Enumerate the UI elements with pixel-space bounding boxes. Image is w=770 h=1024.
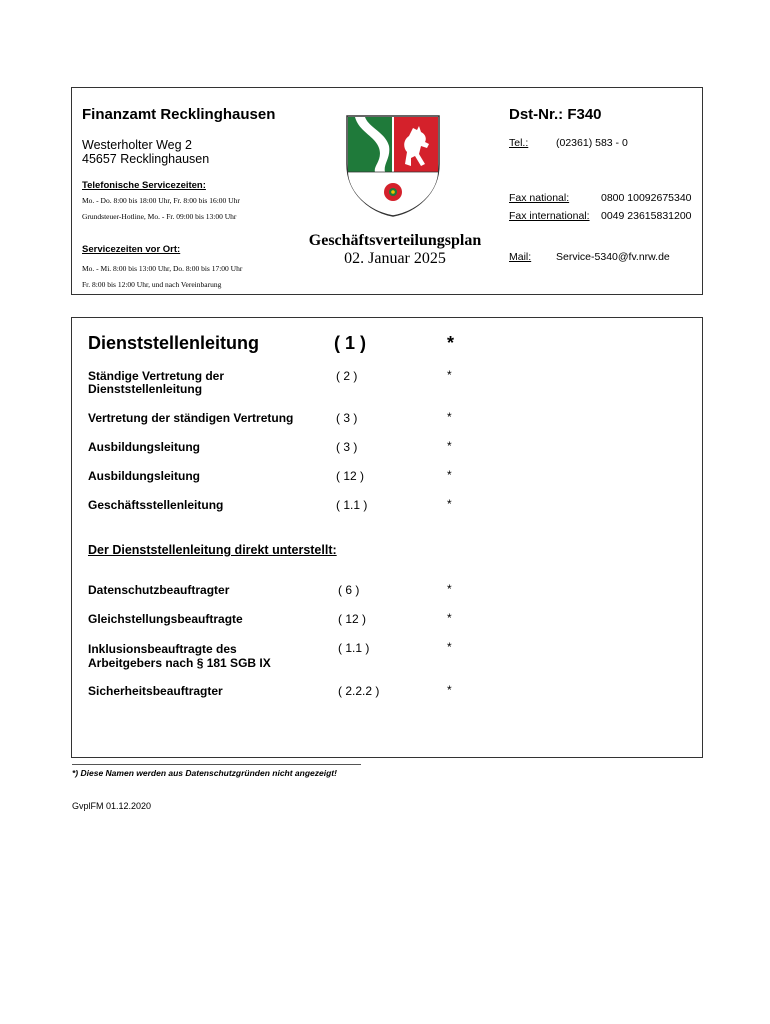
nrw-coat-of-arms-icon — [345, 114, 441, 218]
row2-3-label1: Inklusionsbeauftragte des — [88, 642, 237, 656]
row2-4-star: * — [447, 683, 452, 697]
row-5-star: * — [447, 497, 452, 511]
row-3-label: Ausbildungsleitung — [88, 440, 200, 454]
onsite-hours-1: Mo. - Mi. 8:00 bis 13:00 Uhr, Do. 8:00 bis 17:00 Uhr — [82, 264, 243, 273]
row-1-label2: Dienststellenleitung — [88, 382, 203, 396]
row-4-label: Ausbildungsleitung — [88, 469, 200, 483]
row-2-star: * — [447, 410, 452, 424]
address-line1: Westerholter Weg 2 — [82, 138, 193, 152]
row-1-star: * — [447, 368, 452, 382]
row-1-num: ( 2 ) — [336, 369, 358, 383]
fax-national-value: 0800 10092675340 — [601, 192, 692, 204]
head-num: ( 1 ) — [334, 333, 367, 353]
footnote: *) Diese Namen werden aus Datenschutzgründen nicht angezeigt! — [72, 768, 337, 778]
row-4-star: * — [447, 468, 452, 482]
row-2-label: Vertretung der ständigen Vertretung — [88, 411, 294, 425]
row2-2-label: Gleichstellungsbeauftragte — [88, 612, 243, 626]
subordinate-heading: Der Dienststellenleitung direkt unterstellt: — [88, 543, 337, 557]
head-label: Dienststellenleitung — [88, 333, 260, 353]
tel-label: Tel.: — [509, 137, 529, 149]
mail-value[interactable]: Service-5340@fv.nrw.de — [556, 251, 670, 263]
row2-4-label: Sicherheitsbeauftragter — [88, 684, 223, 698]
row-5-label: Geschäftsstellenleitung — [88, 498, 224, 512]
row2-3-label2: Arbeitgebers nach § 181 SGB IX — [88, 656, 271, 670]
fax-international-value: 0049 23615831200 — [601, 210, 692, 222]
plan-date: 02. Januar 2025 — [344, 250, 446, 267]
row2-1-label: Datenschutzbeauftragter — [88, 583, 230, 597]
row-2-num: ( 3 ) — [336, 411, 358, 425]
row-3-star: * — [447, 439, 452, 453]
phone-hours-heading: Telefonische Servicezeiten: — [82, 180, 206, 191]
row-4-num: ( 12 ) — [336, 469, 365, 483]
row2-2-num: ( 12 ) — [338, 612, 367, 626]
address-line2: 45657 Recklinghausen — [82, 152, 210, 166]
row2-2-star: * — [447, 611, 452, 625]
row2-3-num: ( 1.1 ) — [338, 641, 370, 655]
mail-label: Mail: — [509, 251, 532, 263]
head-star: * — [447, 333, 455, 353]
phone-hours-2: Grundsteuer-Hotline, Mo. - Fr. 09:00 bis 13:00 Uhr — [82, 212, 237, 221]
phone-hours-1: Mo. - Do. 8:00 bis 18:00 Uhr, Fr. 8:00 bis 16:00 Uhr — [82, 196, 240, 205]
onsite-heading: Servicezeiten vor Ort: — [82, 244, 181, 255]
version-label: GvplFM 01.12.2020 — [72, 801, 152, 811]
footnote-rule — [72, 764, 361, 765]
row2-3-star: * — [447, 640, 452, 654]
row2-1-num: ( 6 ) — [338, 583, 360, 597]
office-name: Finanzamt Recklinghausen — [82, 106, 276, 123]
plan-title: Geschäftsverteilungsplan — [308, 232, 482, 249]
dst-nr: Dst-Nr.: F340 — [509, 106, 602, 123]
row-5-num: ( 1.1 ) — [336, 498, 368, 512]
fax-national-label: Fax national: — [509, 192, 570, 204]
onsite-hours-2: Fr. 8:00 bis 12:00 Uhr, und nach Vereinbarung — [82, 280, 222, 289]
fax-international-label: Fax international: — [509, 210, 590, 222]
row2-1-star: * — [447, 582, 452, 596]
row-1-label1: Ständige Vertretung der — [88, 369, 225, 383]
tel-value: (02361) 583 - 0 — [556, 137, 628, 149]
row-3-num: ( 3 ) — [336, 440, 358, 454]
row2-4-num: ( 2.2.2 ) — [338, 684, 380, 698]
